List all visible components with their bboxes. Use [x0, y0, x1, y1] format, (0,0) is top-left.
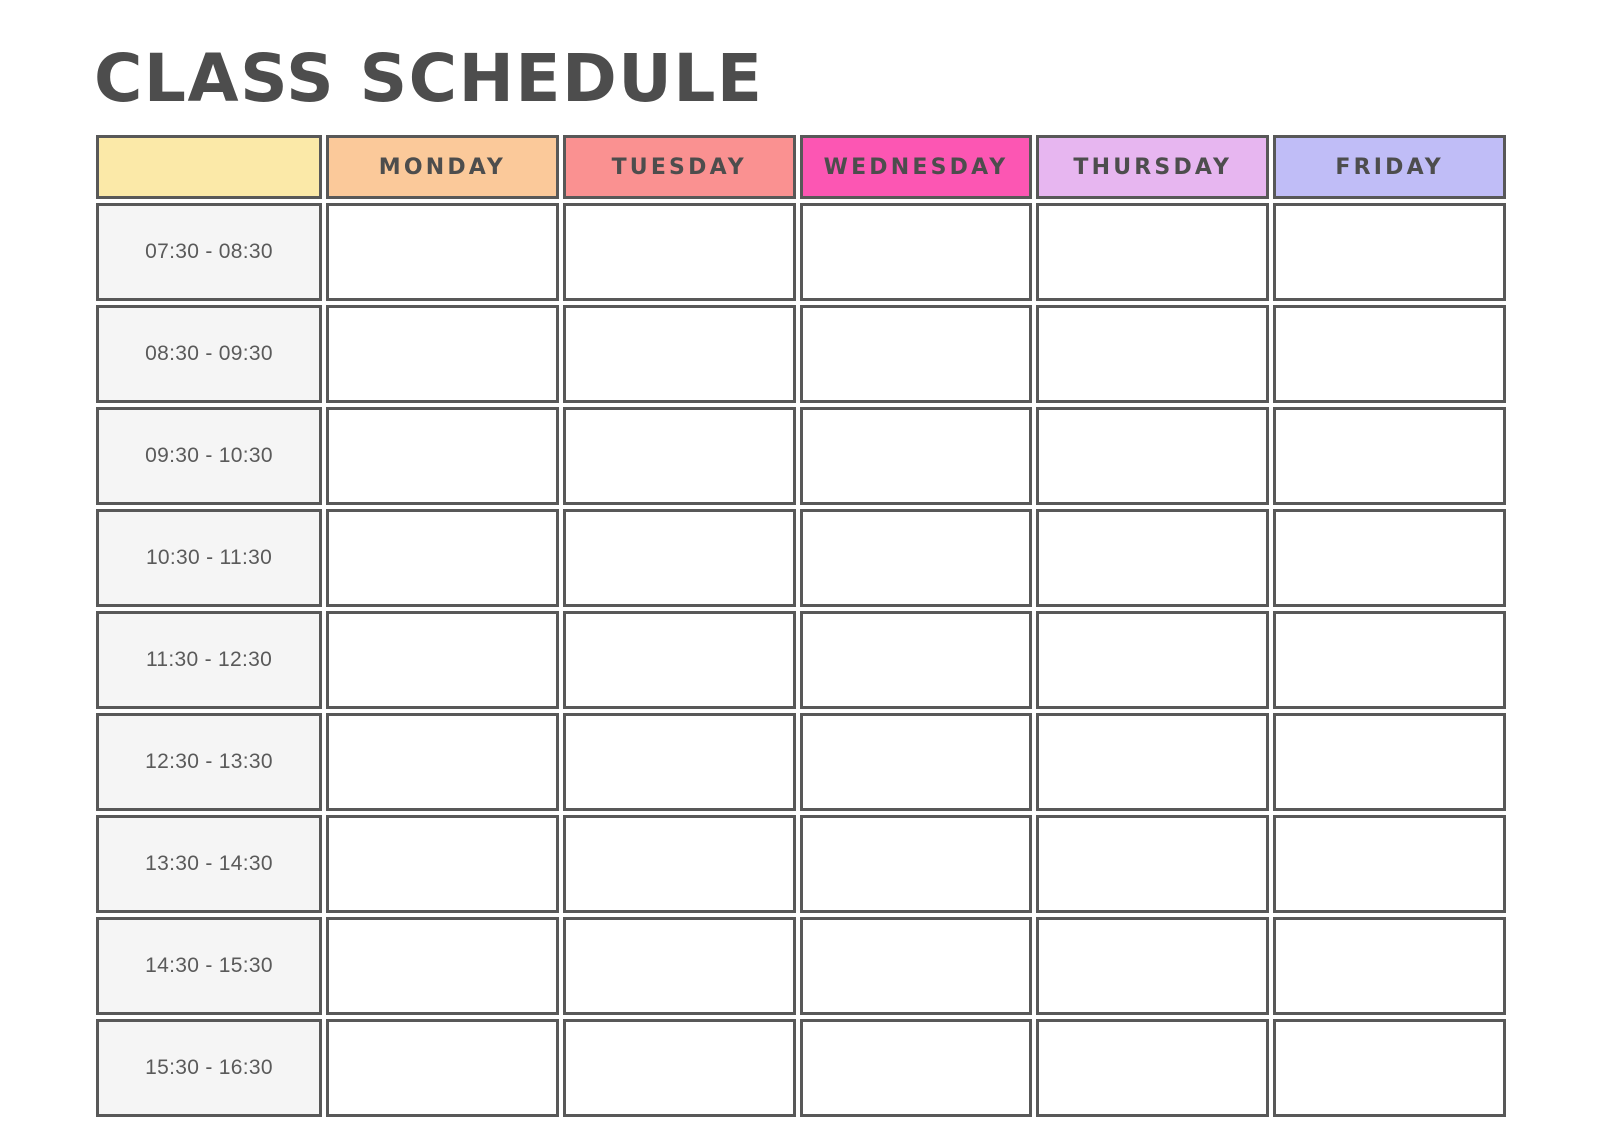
schedule-cell-tuesday-7[interactable] — [563, 917, 796, 1015]
schedule-cell-monday-6[interactable] — [326, 815, 559, 913]
table-row — [96, 407, 1506, 505]
table-row — [96, 713, 1506, 811]
schedule-cell-friday-4[interactable] — [1273, 611, 1506, 709]
schedule-cell-thursday-1[interactable] — [1036, 305, 1269, 403]
schedule-cell-monday-3[interactable] — [326, 509, 559, 607]
schedule-cell-friday-8[interactable] — [1273, 1019, 1506, 1117]
schedule-cell-wednesday-0[interactable] — [800, 203, 1033, 301]
page-title: CLASS SCHEDULE — [94, 40, 764, 117]
table-row — [96, 305, 1506, 403]
schedule-cell-tuesday-3[interactable] — [563, 509, 796, 607]
schedule-cell-wednesday-5[interactable] — [800, 713, 1033, 811]
header-day-friday: FRIDAY — [1273, 135, 1506, 199]
schedule-cell-friday-5[interactable] — [1273, 713, 1506, 811]
schedule-cell-friday-1[interactable] — [1273, 305, 1506, 403]
schedule-cell-monday-0[interactable] — [326, 203, 559, 301]
schedule-cell-friday-0[interactable] — [1273, 203, 1506, 301]
time-slot-label: 08:30 - 09:30 — [96, 305, 322, 403]
schedule-cell-monday-2[interactable] — [326, 407, 559, 505]
table-row — [96, 611, 1506, 709]
schedule-cell-tuesday-1[interactable] — [563, 305, 796, 403]
time-slot-label: 09:30 - 10:30 — [96, 407, 322, 505]
schedule-cell-wednesday-1[interactable] — [800, 305, 1033, 403]
table-body — [96, 203, 1506, 1117]
schedule-cell-thursday-0[interactable] — [1036, 203, 1269, 301]
header-day-wednesday: WEDNESDAY — [800, 135, 1033, 199]
header-day-thursday: THURSDAY — [1036, 135, 1269, 199]
schedule-cell-tuesday-2[interactable] — [563, 407, 796, 505]
time-slot-label: 11:30 - 12:30 — [96, 611, 322, 709]
schedule-cell-friday-3[interactable] — [1273, 509, 1506, 607]
table-row — [96, 815, 1506, 913]
schedule-cell-monday-7[interactable] — [326, 917, 559, 1015]
schedule-cell-monday-8[interactable] — [326, 1019, 559, 1117]
schedule-cell-tuesday-6[interactable] — [563, 815, 796, 913]
header-day-monday: MONDAY — [326, 135, 559, 199]
schedule-cell-monday-5[interactable] — [326, 713, 559, 811]
schedule-cell-wednesday-3[interactable] — [800, 509, 1033, 607]
time-slot-label: 12:30 - 13:30 — [96, 713, 322, 811]
schedule-cell-friday-6[interactable] — [1273, 815, 1506, 913]
schedule-cell-tuesday-0[interactable] — [563, 203, 796, 301]
class-schedule-table — [92, 131, 1510, 1121]
schedule-cell-tuesday-4[interactable] — [563, 611, 796, 709]
table-row — [96, 1019, 1506, 1117]
schedule-cell-wednesday-6[interactable] — [800, 815, 1033, 913]
schedule-cell-wednesday-7[interactable] — [800, 917, 1033, 1015]
schedule-cell-monday-1[interactable] — [326, 305, 559, 403]
header-corner-cell — [96, 135, 322, 199]
schedule-cell-thursday-5[interactable] — [1036, 713, 1269, 811]
table-header — [96, 135, 1506, 199]
table-row — [96, 917, 1506, 1015]
time-slot-label: 07:30 - 08:30 — [96, 203, 322, 301]
table-row — [96, 509, 1506, 607]
schedule-cell-tuesday-8[interactable] — [563, 1019, 796, 1117]
schedule-cell-thursday-2[interactable] — [1036, 407, 1269, 505]
schedule-cell-friday-2[interactable] — [1273, 407, 1506, 505]
schedule-cell-thursday-8[interactable] — [1036, 1019, 1269, 1117]
schedule-cell-monday-4[interactable] — [326, 611, 559, 709]
schedule-cell-thursday-3[interactable] — [1036, 509, 1269, 607]
schedule-cell-tuesday-5[interactable] — [563, 713, 796, 811]
schedule-cell-friday-7[interactable] — [1273, 917, 1506, 1015]
table-row — [96, 203, 1506, 301]
schedule-cell-wednesday-8[interactable] — [800, 1019, 1033, 1117]
time-slot-label: 13:30 - 14:30 — [96, 815, 322, 913]
schedule-cell-thursday-4[interactable] — [1036, 611, 1269, 709]
time-slot-label: 10:30 - 11:30 — [96, 509, 322, 607]
header-day-tuesday: TUESDAY — [563, 135, 796, 199]
header-row — [96, 135, 1506, 199]
schedule-cell-wednesday-4[interactable] — [800, 611, 1033, 709]
schedule-cell-thursday-6[interactable] — [1036, 815, 1269, 913]
time-slot-label: 15:30 - 16:30 — [96, 1019, 322, 1117]
schedule-cell-thursday-7[interactable] — [1036, 917, 1269, 1015]
time-slot-label: 14:30 - 15:30 — [96, 917, 322, 1015]
schedule-cell-wednesday-2[interactable] — [800, 407, 1033, 505]
